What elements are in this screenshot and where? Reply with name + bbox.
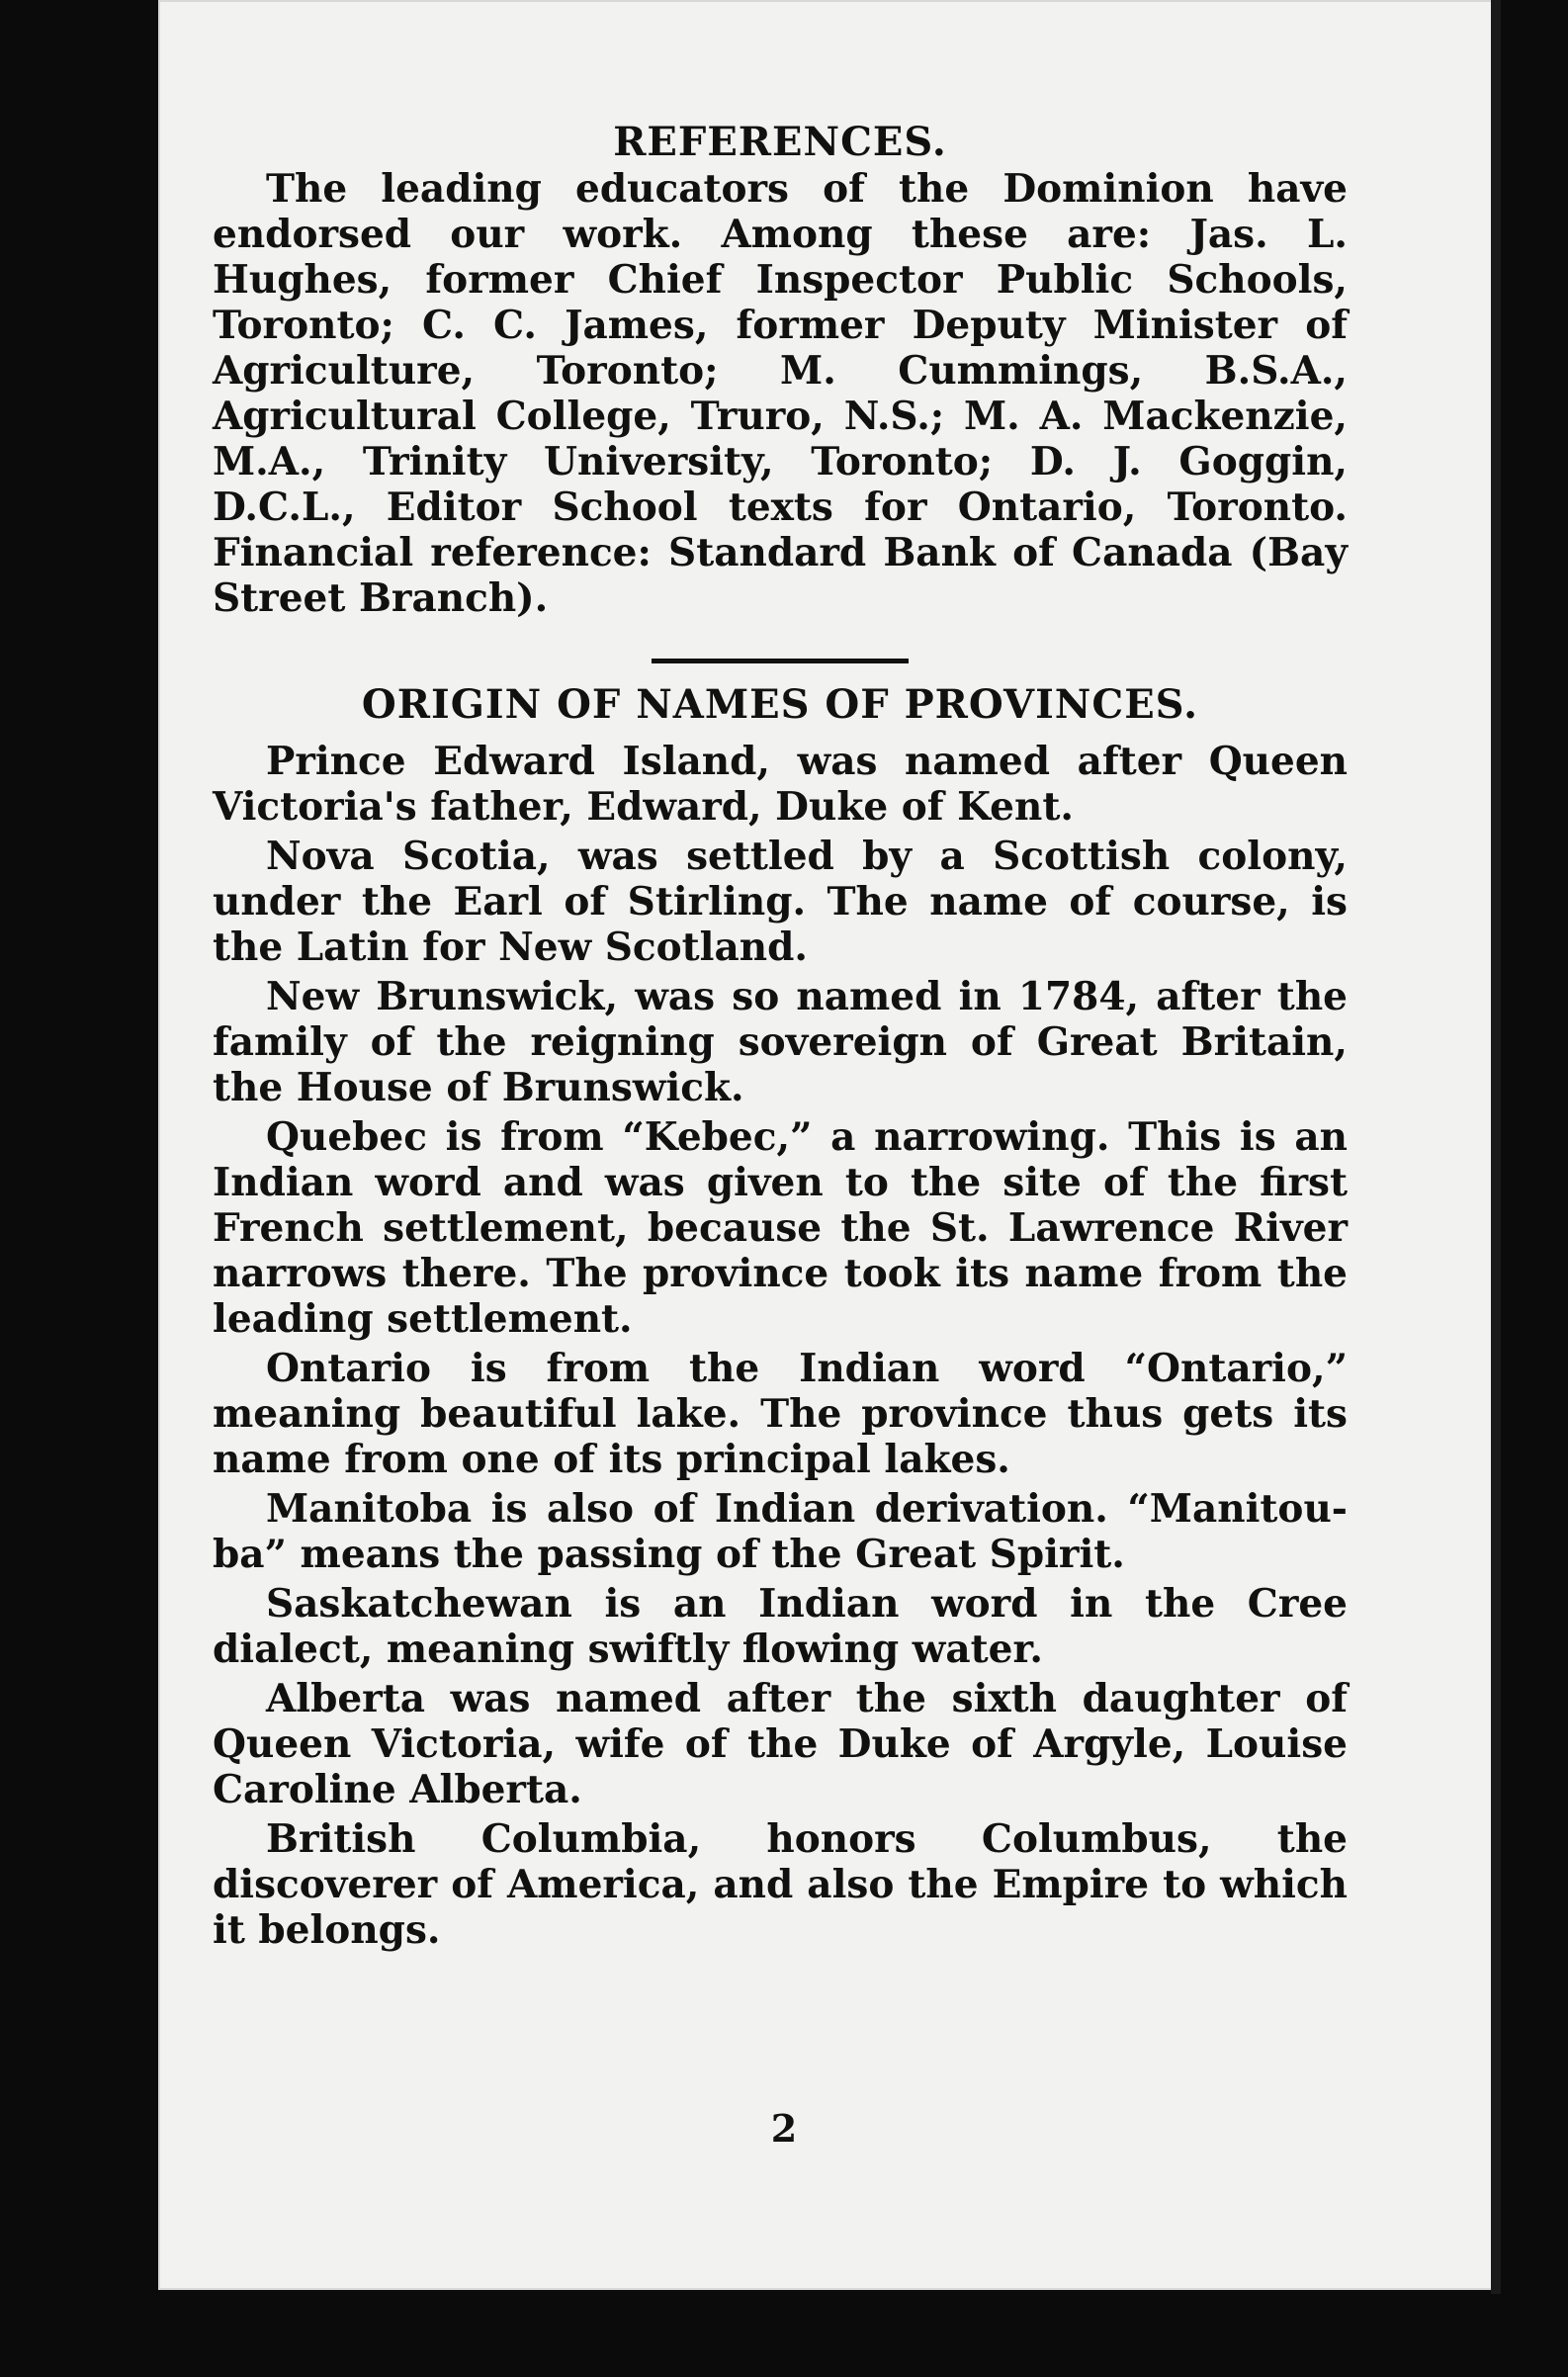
province-entry-saskatchewan: Saskatchewan is an Indian word in the Cree dialect, meaning swiftly flowing water. [213,1581,1348,1672]
province-entry-alberta: Alberta was named after the sixth daughter of Queen Victoria, wife of the Duke of Argyle, Louise Caroline Alberta. [213,1676,1348,1812]
province-entry-new-brunswick: New Brunswick, was so named in 1784, after the family of the reigning sovereign of Great Britain, the House of Brunswick. [213,974,1348,1110]
province-entry-manitoba: Manitoba is also of Indian derivation. “Manitou-ba” means the passing of the Great Spirit. [213,1486,1348,1577]
page-edge-shadow [1491,0,1501,2294]
section-divider [652,659,909,663]
origins-entries [213,739,1348,1953]
province-entry-nova-scotia: Nova Scotia, was settled by a Scottish colony, under the Earl of Stirling. The name of course, is the Latin for New Scotland. [213,834,1348,970]
page-text [213,119,1348,1957]
references-paragraph: The leading educators of the Dominion have endorsed our work. Among these are: Jas. L. Hughes, former Chief Inspector Public Schools, Toronto; C. C. James, former Deputy Minister of Agriculture, Toronto; M. Cummings, B.S.A., Agricultural College, Truro, N.S.; M. A. Mackenzie, M.A., Trinity University, Toronto; D. J. Goggin, D.C.L., Editor School texts for Ontario, Toronto. Financial reference: Standard Bank of Canada (Bay Street Branch). [213,166,1348,621]
origins-heading: ORIGIN OF NAMES OF PROVINCES. [361,681,1199,728]
page-number: 2 [770,2106,798,2151]
references-heading: REFERENCES. [613,119,947,165]
province-entry-british-columbia: British Columbia, honors Columbus, the discoverer of America, and also the Empire to which it belongs. [213,1816,1348,1953]
province-entry-pei: Prince Edward Island, was named after Queen Victoria's father, Edward, Duke of Kent. [213,739,1348,830]
province-entry-ontario: Ontario is from the Indian word “Ontario,” meaning beautiful lake. The province thus gets its name from one of its principal lakes. [213,1346,1348,1482]
province-entry-quebec: Quebec is from “Kebec,” a narrowing. This is an Indian word and was given to the site of the first French settlement, because the St. Lawrence River narrows there. The province took its name from the leading settlement. [213,1114,1348,1342]
